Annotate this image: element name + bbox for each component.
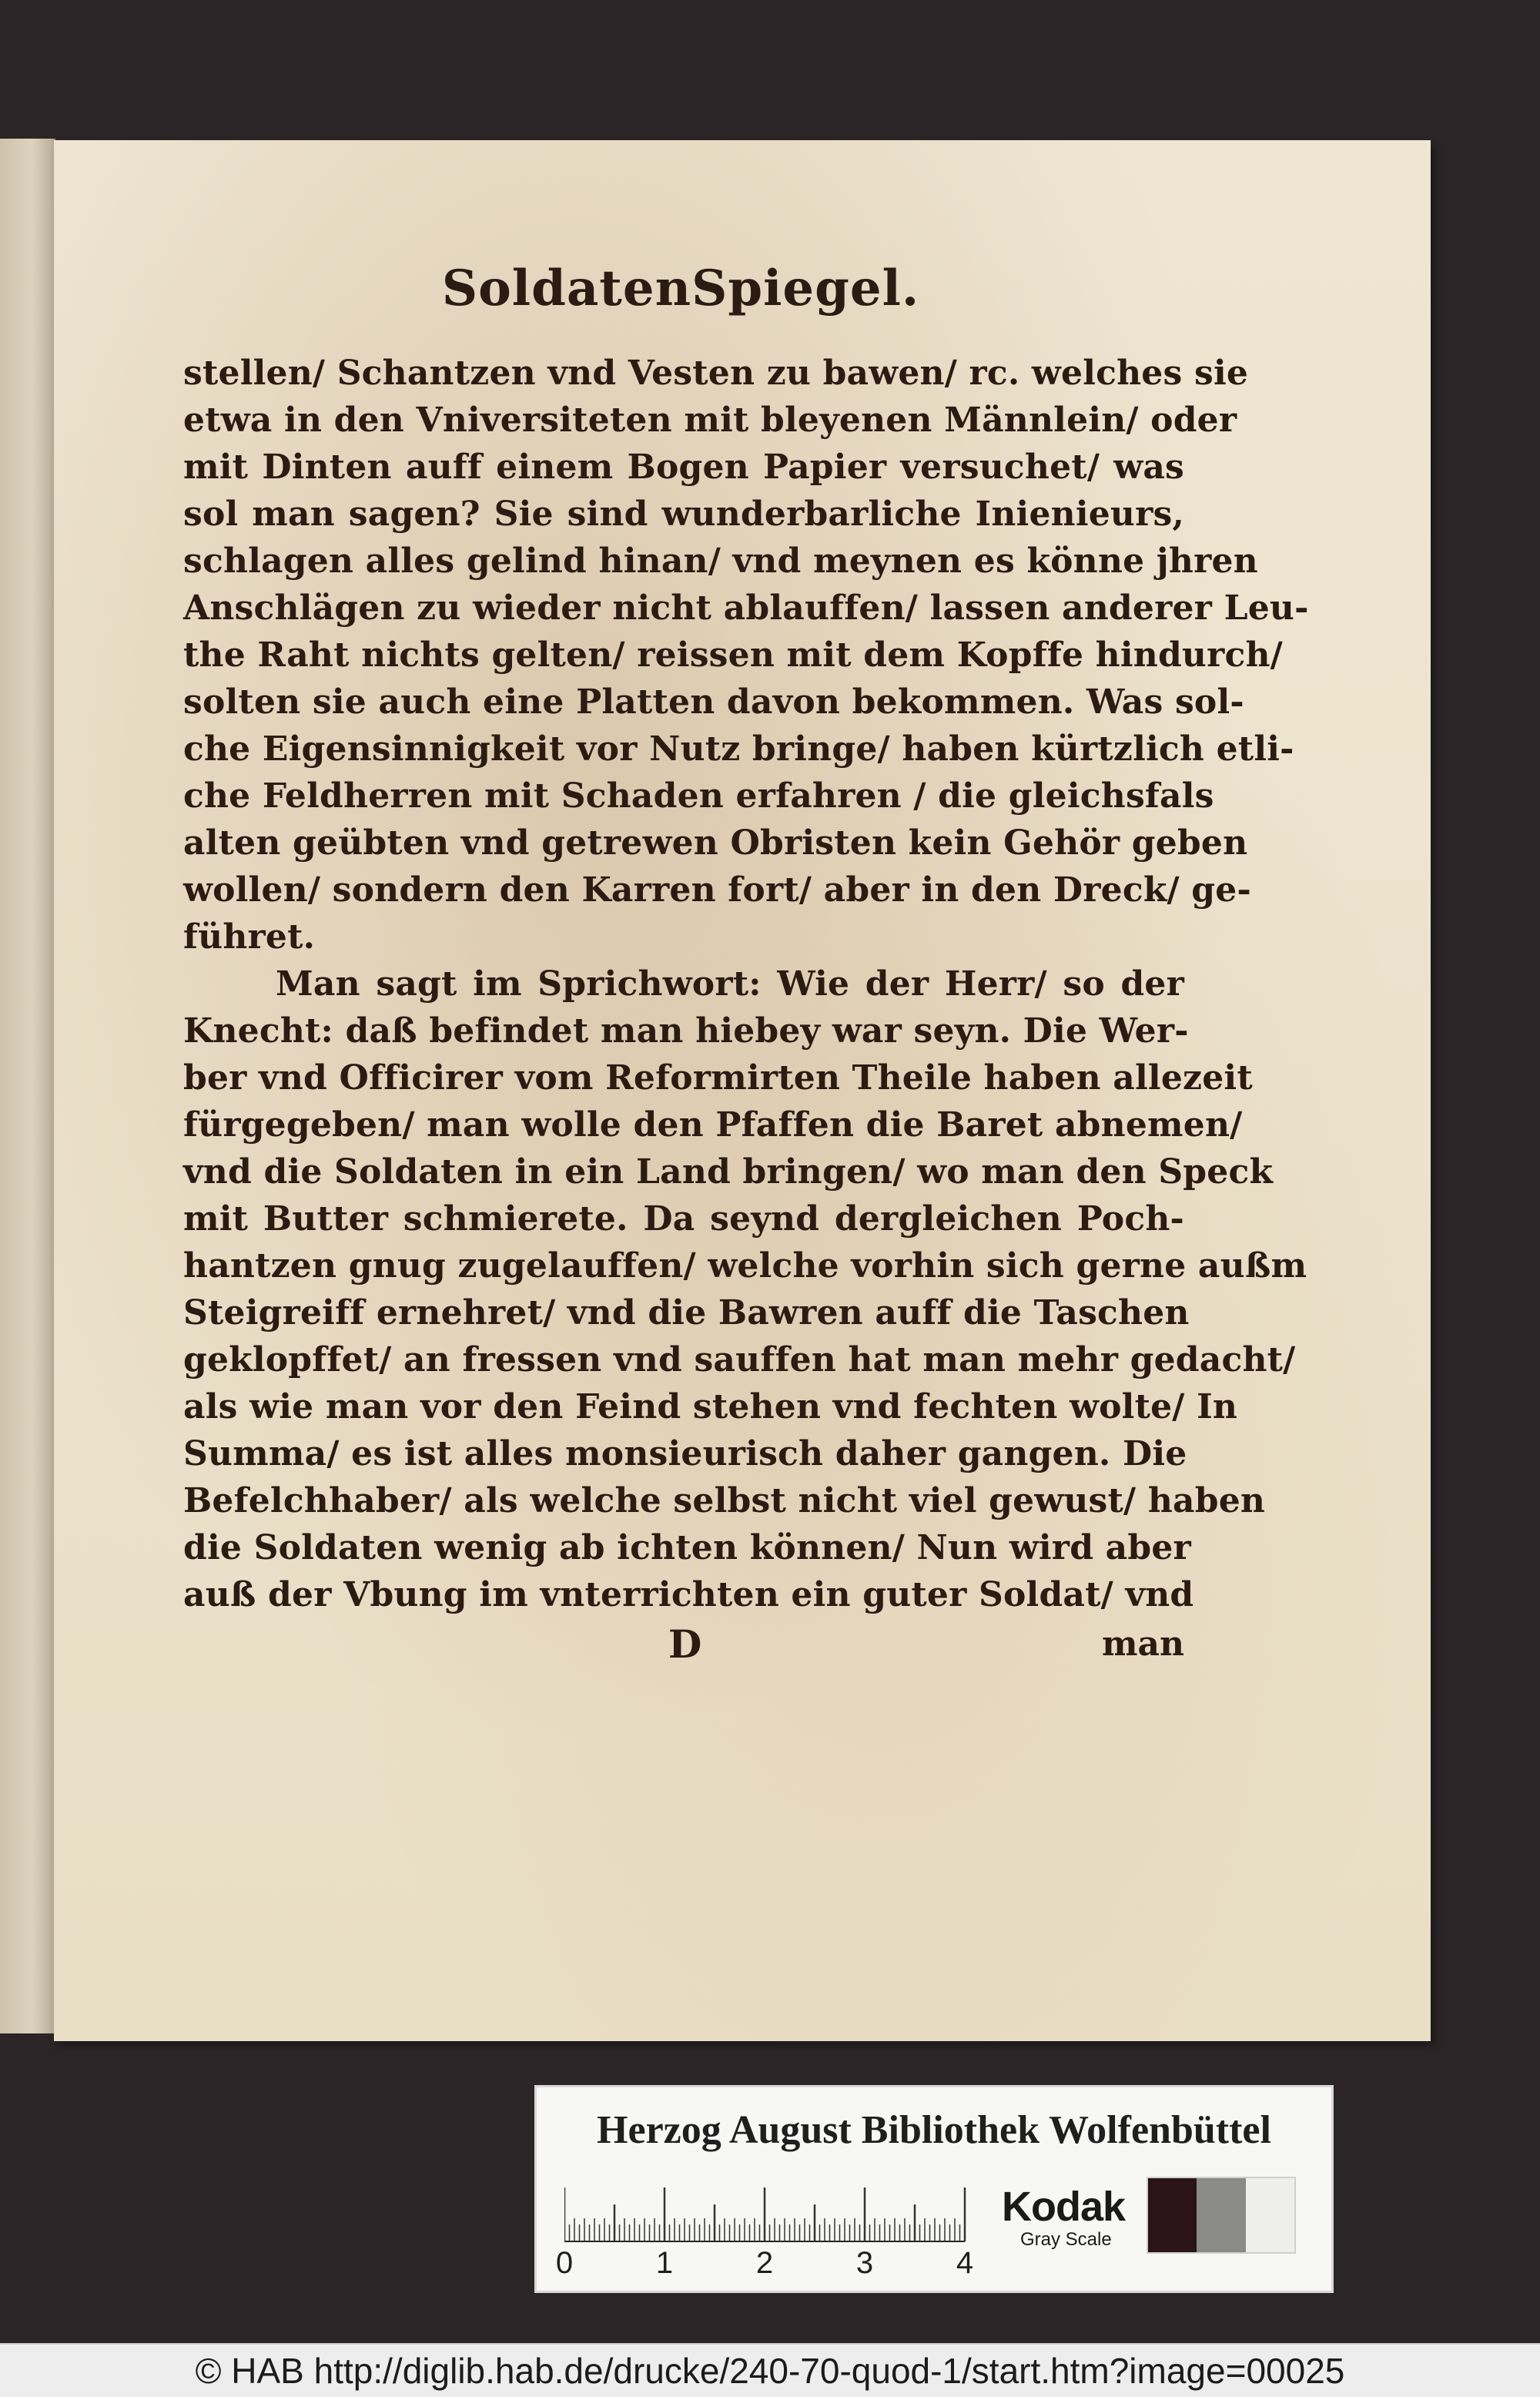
adjacent-page-edge <box>0 139 55 2033</box>
kodak-subtitle: Gray Scale <box>1020 2229 1112 2250</box>
text-line: hantzen gnug zugelauffen/ welche vorhin sich gerne außm <box>183 1246 1307 1286</box>
text-line: schlagen alles gelind hinan/ vnd meynen es könne jhren <box>183 541 1258 581</box>
catchword: man <box>1101 1624 1184 1664</box>
text-line: che Feldherren mit Schaden erfahren / die gleichsfals <box>183 776 1214 816</box>
text-line: Man sagt im Sprichwort: Wie der Herr/ so der <box>276 964 1184 1004</box>
ruler-label: 0 <box>555 2246 574 2280</box>
copyright-text: © HAB http://diglib.hab.de/drucke/240-70-quod-1/start.htm?image=00025 <box>195 2351 1345 2391</box>
gray-scale-card <box>534 2085 1334 2293</box>
ruler <box>564 2180 996 2249</box>
text-line: alten geübten vnd getrewen Obristen kein Gehör geben <box>183 823 1248 863</box>
ruler-ticks <box>564 2180 996 2249</box>
kodak-logo: Kodak <box>1002 2184 1126 2230</box>
text-line: als wie man vor den Feind stehen vnd fechten wolte/ In <box>183 1387 1238 1426</box>
signature-row <box>183 1621 1184 1668</box>
text-line: Summa/ es ist alles monsieurisch daher gangen. Die <box>183 1434 1187 1473</box>
text-line: auß der Vbung im vnterrichten ein guter Soldat/ vnd <box>183 1575 1194 1614</box>
text-line: die Soldaten wenig ab ichten können/ Nun wird aber <box>183 1528 1191 1567</box>
text-line: sol man sagen? Sie sind wunderbarliche Inienieurs, <box>183 494 1184 534</box>
text-line: geklopffet/ an fressen vnd sauffen hat man mehr gedacht/ <box>183 1340 1296 1380</box>
text-line: stellen/ Schantzen vnd Vesten zu bawen/ rc. welches sie <box>183 354 1249 393</box>
text-line: mit Dinten auff einem Bogen Papier versuchet/ was <box>183 448 1184 487</box>
running-head-text: SoldatenSpiegel. <box>441 260 920 317</box>
text-line: ber vnd Officirer vom Reformirten Theile haben allezeit <box>183 1058 1253 1098</box>
text-line: the Raht nichts gelten/ reissen mit dem Kopffe hindurch/ <box>183 635 1283 675</box>
gray-swatches <box>1147 2177 1296 2254</box>
swatch-dark <box>1148 2178 1197 2252</box>
text-line: führet. <box>183 917 316 957</box>
text-line: Steigreiff ernehret/ vnd die Bawren auff die Taschen <box>183 1293 1190 1333</box>
ruler-label: 4 <box>956 2246 974 2280</box>
ruler-label: 2 <box>755 2246 774 2280</box>
body-text <box>183 350 1309 1618</box>
running-head <box>54 260 1431 317</box>
text-line: etwa in den Vniversiteten mit bleyenen Männlein/ oder <box>183 401 1237 440</box>
swatch-light <box>1246 2178 1294 2252</box>
library-name: Herzog August Bibliothek Wolfenbüttel <box>597 2108 1271 2152</box>
text-line: che Eigensinnigkeit vor Nutz bringe/ haben kürtzlich etli- <box>183 729 1294 769</box>
text-line: Anschlägen zu wieder nicht ablauffen/ lassen anderer Leu- <box>183 588 1309 628</box>
text-line: Knecht: daß befindet man hiebey war seyn. Die Wer- <box>183 1011 1189 1051</box>
text-line: solten sie auch eine Platten davon bekommen. Was sol- <box>183 682 1244 722</box>
book-page <box>54 140 1431 2041</box>
swatch-mid <box>1197 2178 1245 2252</box>
ruler-labels <box>555 2246 996 2280</box>
signature-mark: D <box>668 1621 702 1667</box>
text-line: fürgegeben/ man wolle den Pfaffen die Baret abnemen/ <box>183 1105 1243 1145</box>
text-line: wollen/ sondern den Karren fort/ aber in den Dreck/ ge- <box>183 870 1251 910</box>
ruler-label: 3 <box>855 2246 874 2280</box>
copyright-footer <box>0 2343 1540 2397</box>
text-line: vnd die Soldaten in ein Land bringen/ wo man den Speck <box>183 1152 1274 1192</box>
text-line: Befelchhaber/ als welche selbst nicht viel gewust/ haben <box>183 1481 1266 1520</box>
text-line: mit Butter schmierete. Da seynd dergleichen Poch- <box>183 1199 1184 1239</box>
ruler-label: 1 <box>655 2246 674 2280</box>
